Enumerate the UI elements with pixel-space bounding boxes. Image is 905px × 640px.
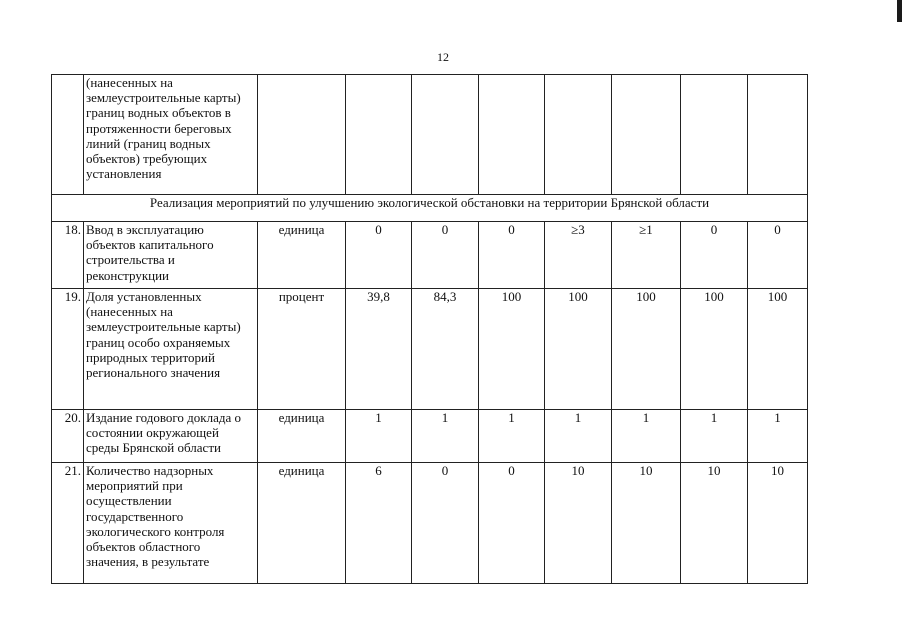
table-row	[52, 222, 808, 289]
value-cell: ≥3	[545, 222, 612, 289]
section-row	[52, 195, 808, 222]
value-cell: 1	[346, 410, 412, 463]
row-number: 21.	[52, 463, 84, 584]
value-cell: 84,3	[412, 289, 479, 410]
value-cell	[681, 75, 748, 195]
value-cell: 10	[748, 463, 808, 584]
value-cell	[412, 75, 479, 195]
indicator-name: Доля установленных (нанесенных на землеустроительные карты) границ особо охраняемых природных территорий регионального значения	[84, 289, 258, 410]
value-cell: 1	[412, 410, 479, 463]
value-cell: 0	[346, 222, 412, 289]
value-cell: 10	[545, 463, 612, 584]
value-cell: 0	[479, 222, 545, 289]
unit-cell: единица	[258, 222, 346, 289]
indicators-table	[51, 74, 808, 584]
value-cell: 6	[346, 463, 412, 584]
value-cell: 1	[479, 410, 545, 463]
value-cell: 0	[479, 463, 545, 584]
value-cell: 10	[612, 463, 681, 584]
value-cell: 100	[545, 289, 612, 410]
value-cell	[346, 75, 412, 195]
value-cell: 0	[412, 463, 479, 584]
value-cell: 1	[545, 410, 612, 463]
value-cell: 100	[479, 289, 545, 410]
unit-cell: единица	[258, 410, 346, 463]
unit-cell: единица	[258, 463, 346, 584]
value-cell: 100	[748, 289, 808, 410]
table-row	[52, 289, 808, 410]
table-row	[52, 410, 808, 463]
table-row	[52, 75, 808, 195]
value-cell: 100	[612, 289, 681, 410]
row-number: 19.	[52, 289, 84, 410]
value-cell	[748, 75, 808, 195]
value-cell: 1	[681, 410, 748, 463]
indicator-name: (нанесенных на землеустроительные карты) границ водных объектов в протяженности береговых линий (границ водных объектов) требующих установления	[84, 75, 258, 195]
value-cell: 1	[748, 410, 808, 463]
row-number	[52, 75, 84, 195]
value-cell	[479, 75, 545, 195]
margin-mark	[897, 0, 902, 22]
value-cell: 1	[612, 410, 681, 463]
table-row	[52, 463, 808, 584]
unit-cell: процент	[258, 289, 346, 410]
value-cell: 0	[681, 222, 748, 289]
value-cell	[612, 75, 681, 195]
row-number: 20.	[52, 410, 84, 463]
value-cell: 39,8	[346, 289, 412, 410]
section-heading: Реализация мероприятий по улучшению экологической обстановки на территории Брянской области	[52, 195, 808, 222]
value-cell: 10	[681, 463, 748, 584]
indicator-name: Издание годового доклада о состоянии окружающей среды Брянской области	[84, 410, 258, 463]
row-number: 18.	[52, 222, 84, 289]
page-number: 12	[437, 50, 449, 64]
value-cell: 0	[412, 222, 479, 289]
value-cell	[545, 75, 612, 195]
indicator-name: Ввод в эксплуатацию объектов капитального строительства и реконструкции	[84, 222, 258, 289]
value-cell: ≥1	[612, 222, 681, 289]
indicator-name: Количество надзорных мероприятий при осуществлении государственного экологического контроля объектов областного значения, в результате	[84, 463, 258, 584]
value-cell: 0	[748, 222, 808, 289]
unit-cell	[258, 75, 346, 195]
value-cell: 100	[681, 289, 748, 410]
